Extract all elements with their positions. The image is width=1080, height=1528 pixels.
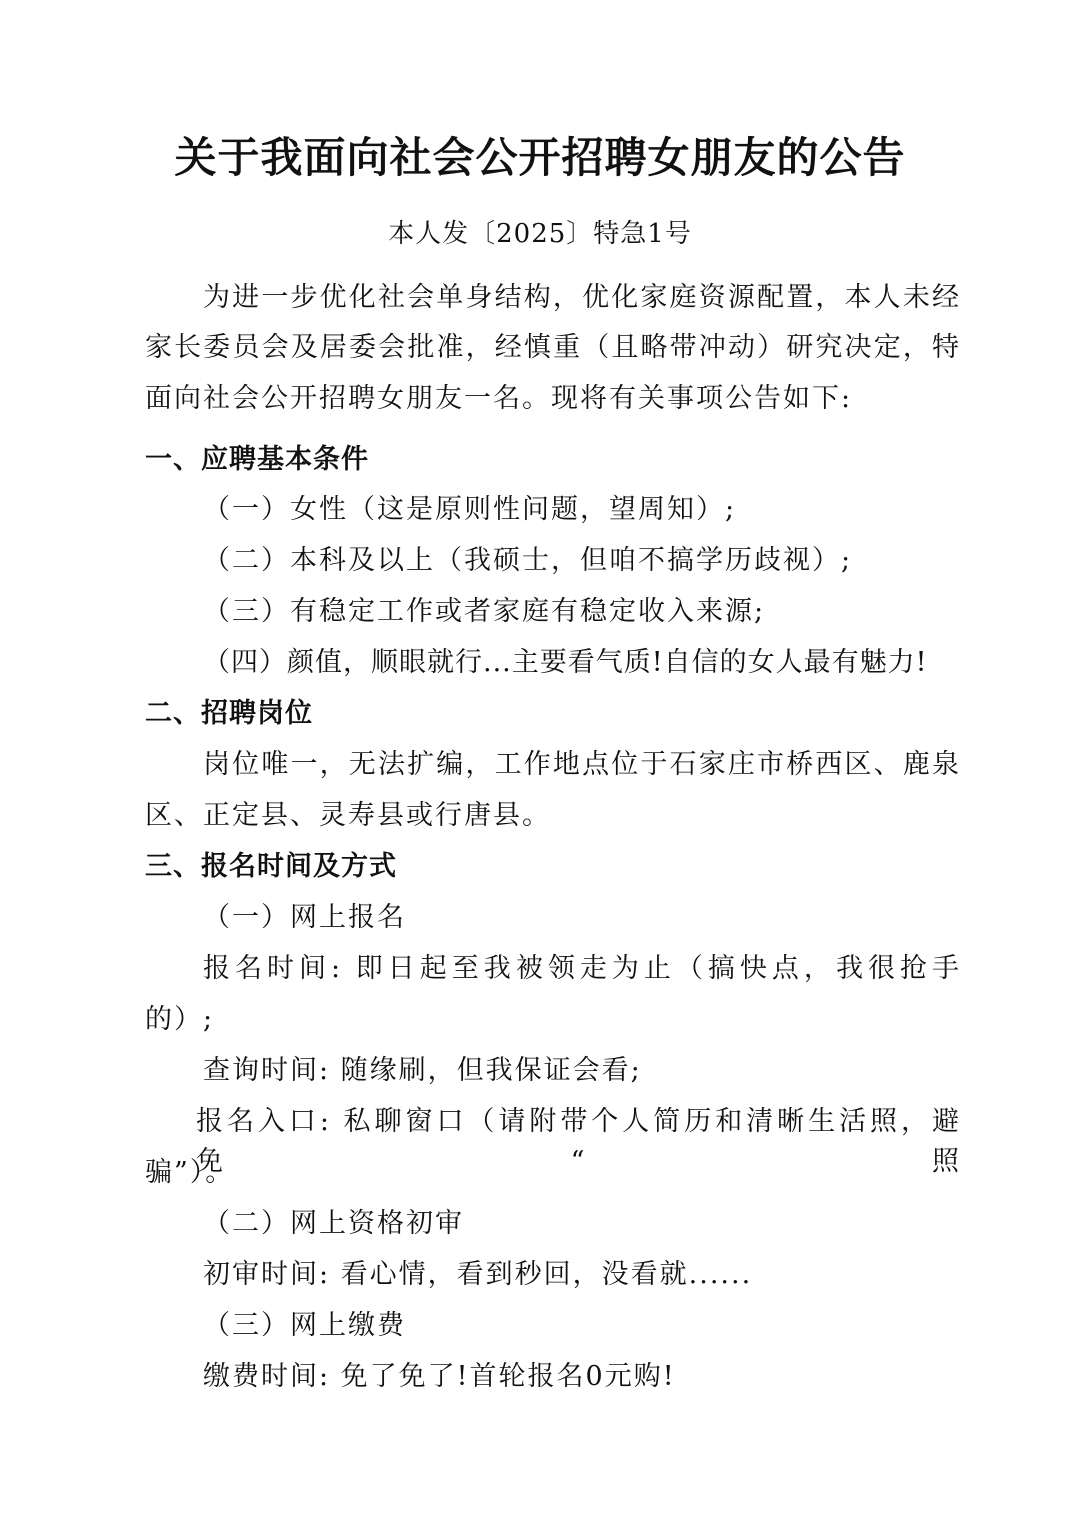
review-time: 初审时间: 看心情，看到秒回，没看就...... (203, 1259, 753, 1290)
position-line-1: 岗位唯一，无法扩编，工作地点位于石家庄市桥西区、鹿泉 (203, 749, 961, 780)
online-registration-title: （一）网上报名 (203, 902, 406, 933)
online-payment-title: （三）网上缴费 (203, 1310, 406, 1341)
section-2-heading: 二、招聘岗位 (145, 698, 313, 729)
payment-time: 缴费时间: 免了免了!首轮报名0元购! (203, 1361, 676, 1392)
registration-time-line-2: 的）; (145, 1004, 215, 1035)
condition-item-1: （一）女性（这是原则性问题，望周知）; (203, 494, 737, 525)
section-3-heading: 三、报名时间及方式 (145, 851, 397, 882)
condition-item-3: （三）有稳定工作或者家庭有稳定收入来源; (203, 596, 766, 627)
section-1-heading: 一、应聘基本条件 (145, 444, 369, 475)
intro-line-2: 家长委员会及居委会批准，经慎重（且略带冲动）研究决定，特 (145, 332, 961, 363)
document-number: 本人发〔2025〕特急1号 (388, 219, 692, 249)
registration-entry-line-2: 骗”）。 (145, 1157, 235, 1188)
condition-item-2: （二）本科及以上（我硕士，但咱不搞学历歧视）; (203, 545, 853, 576)
intro-line-3: 面向社会公开招聘女朋友一名。现将有关事项公告如下: (145, 383, 853, 414)
condition-item-4: （四）颜值，顺眼就行...主要看气质!自信的女人最有魅力! (203, 647, 928, 678)
intro-line-1: 为进一步优化社会单身结构，优化家庭资源配置，本人未经 (203, 282, 961, 313)
position-line-2: 区、正定县、灵寿县或行唐县。 (145, 800, 551, 831)
page-title: 关于我面向社会公开招聘女朋友的公告 (174, 133, 906, 182)
query-time: 查询时间: 随缘刷，但我保证会看; (203, 1055, 642, 1086)
qualification-review-title: （二）网上资格初审 (203, 1208, 464, 1239)
registration-entry-line-1: 报名入口: 私聊窗口（请附带个人简历和清晰生活照，避免“照 (196, 1106, 961, 1177)
registration-time-line-1: 报名时间: 即日起至我被领走为止（搞快点，我很抢手 (203, 953, 961, 984)
